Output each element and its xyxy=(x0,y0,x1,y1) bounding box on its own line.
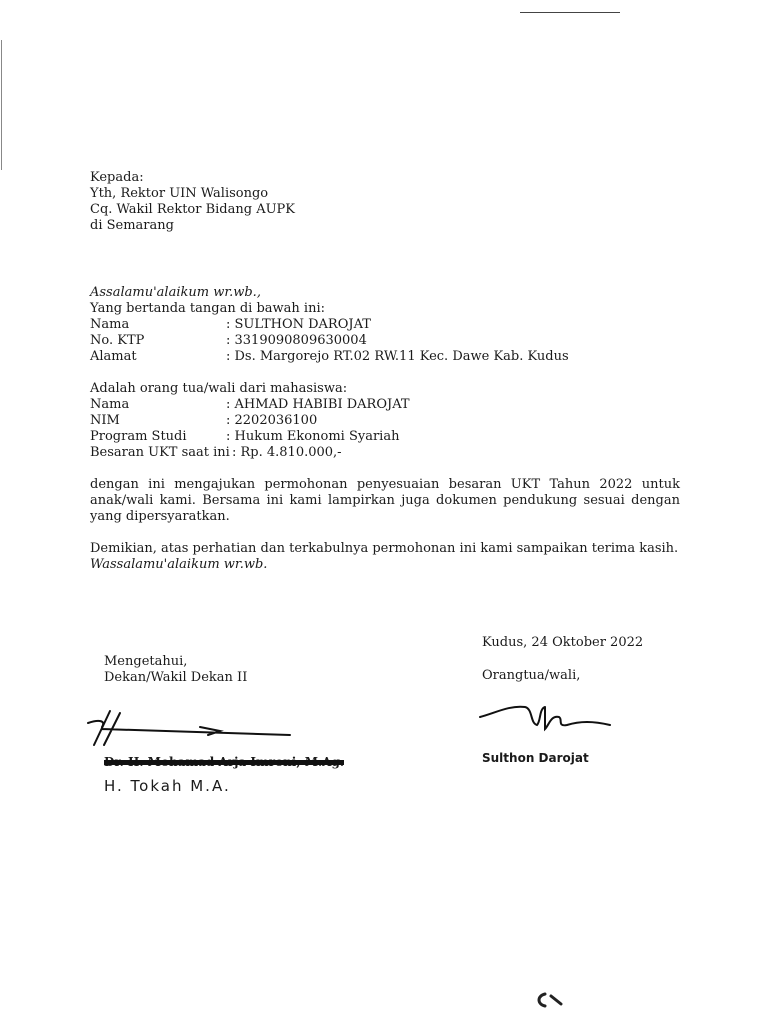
request-paragraph: dengan ini mengajukan permohonan penyesuaian besaran UKT Tahun 2022 untuk anak/wali kami. Bersama ini kami lampirkan juga dokumen pendukung sesuai dengan yang dipersyaratkan. xyxy=(90,477,680,524)
parent-label-ktp: No. KTP xyxy=(90,333,145,348)
recipient-line-4: di Semarang xyxy=(90,218,174,233)
salam-opening: Assalamu'alaikum wr.wb., xyxy=(90,285,261,300)
recipient-line-2: Yth, Rektor UIN Walisongo xyxy=(90,186,269,201)
scan-artifact-bottom-mark xyxy=(533,990,573,1010)
place-date: Kudus, 24 Oktober 2022 xyxy=(482,635,644,650)
parent-label-address: Alamat xyxy=(90,349,137,364)
dean-handwritten-name: H. Tokah M.A. xyxy=(104,777,231,795)
scan-artifact-left-edge xyxy=(1,40,2,170)
salam-closing: Wassalamu'alaikum wr.wb. xyxy=(90,557,268,572)
student-value-program: : Hukum Ekonomi Syariah xyxy=(226,429,400,444)
student-value-ukt: : Rp. 4.810.000,- xyxy=(232,445,342,460)
parent-value-name: : SULTHON DAROJAT xyxy=(226,317,371,332)
recipient-line-1: Kepada: xyxy=(90,170,144,185)
student-value-nim: : 2202036100 xyxy=(226,413,318,428)
student-label-nim: NIM xyxy=(90,413,120,428)
dean-signature xyxy=(80,705,295,750)
parent-value-ktp: : 3319090809630004 xyxy=(226,333,367,348)
scan-artifact-top-line xyxy=(520,12,620,13)
student-label-program: Program Studi xyxy=(90,429,187,444)
dean-title: Dekan/Wakil Dekan II xyxy=(104,670,248,685)
parent-label-name: Nama xyxy=(90,317,130,332)
student-value-name: : AHMAD HABIBI DAROJAT xyxy=(226,397,410,412)
student-label-ukt: Besaran UKT saat ini xyxy=(90,445,230,460)
intro-line: Yang bertanda tangan di bawah ini: xyxy=(90,301,325,316)
parent-role: Orangtua/wali, xyxy=(482,668,581,683)
closing-paragraph: Demikian, atas perhatian dan terkabulnya permohonan ini kami sampaikan terima kasih. xyxy=(90,541,679,556)
student-label-name: Nama xyxy=(90,397,130,412)
recipient-line-3: Cq. Wakil Rektor Bidang AUPK xyxy=(90,202,296,217)
parent-value-address: : Ds. Margorejo RT.02 RW.11 Kec. Dawe Kab. Kudus xyxy=(226,349,569,364)
acknowledgement-label: Mengetahui, xyxy=(104,654,188,669)
parent-name: Sulthon Darojat xyxy=(482,751,589,765)
strikethrough-bar xyxy=(104,760,344,765)
recipient-block xyxy=(90,170,295,234)
parent-signature xyxy=(475,695,625,740)
student-intro: Adalah orang tua/wali dari mahasiswa: xyxy=(90,381,348,396)
